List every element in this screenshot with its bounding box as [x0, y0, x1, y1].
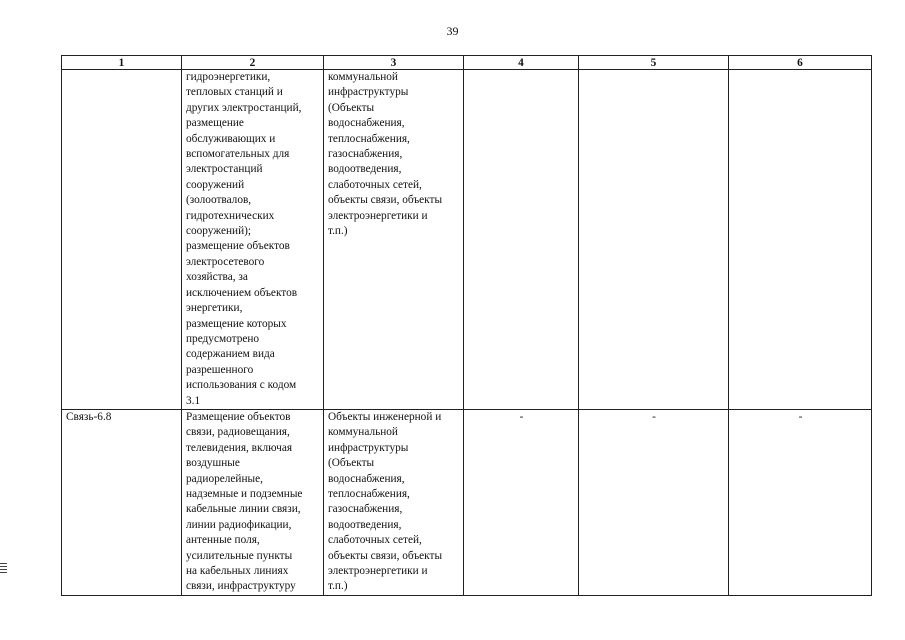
cell-permitted-objects: коммунальной инфраструктуры (Объекты водоснабжения, теплоснабжения, газоснабжения, водоотведения, слаботочных сетей, объекты связи, объекты электроэнергетики и т.п.): [324, 70, 464, 410]
cell-col5: -: [579, 409, 729, 595]
column-header-4: 4: [464, 56, 579, 70]
cell-use-description: Размещение объектов связи, радиовещания, телевидения, включая воздушные радиорелейные, надземные и подземные кабельные линии связи, линии радиофикации, антенные поля, усилительные пункты на кабельных линиях связи, инфраструктуру: [182, 409, 324, 595]
cell-permitted-objects: Объекты инженерной и коммунальной инфраструктуры (Объекты водоснабжения, теплоснабжения, газоснабжения, водоотведения, слаботочных сетей, объекты связи, объекты электроэнергетики и т.п.): [324, 409, 464, 595]
zoning-table: [61, 55, 872, 596]
page-number: 39: [446, 24, 459, 38]
column-header-2: 2: [182, 56, 324, 70]
cell-col6: [729, 70, 872, 410]
cell-use-name: [62, 70, 182, 410]
column-header-1: 1: [62, 56, 182, 70]
cell-col4: [464, 70, 579, 410]
cell-col4: -: [464, 409, 579, 595]
table-header-row: [62, 56, 872, 70]
column-header-6: 6: [729, 56, 872, 70]
table-row: [62, 70, 872, 410]
column-header-3: 3: [324, 56, 464, 70]
cell-use-name: Связь-6.8: [62, 409, 182, 595]
cell-col6: -: [729, 409, 872, 595]
scan-margin-mark: [0, 563, 7, 575]
table-row: [62, 409, 872, 595]
cell-col5: [579, 70, 729, 410]
column-header-5: 5: [579, 56, 729, 70]
cell-use-description: гидроэнергетики, тепловых станций и других электростанций, размещение обслуживающих и вспомогательных для электростанций сооружений (золоотвалов, гидротехнических сооружений); размещение объектов электросетевого хозяйства, за исключением объектов энергетики, размещение которых предусмотрено содержанием вида разрешенного использования с кодом 3.1: [182, 70, 324, 410]
